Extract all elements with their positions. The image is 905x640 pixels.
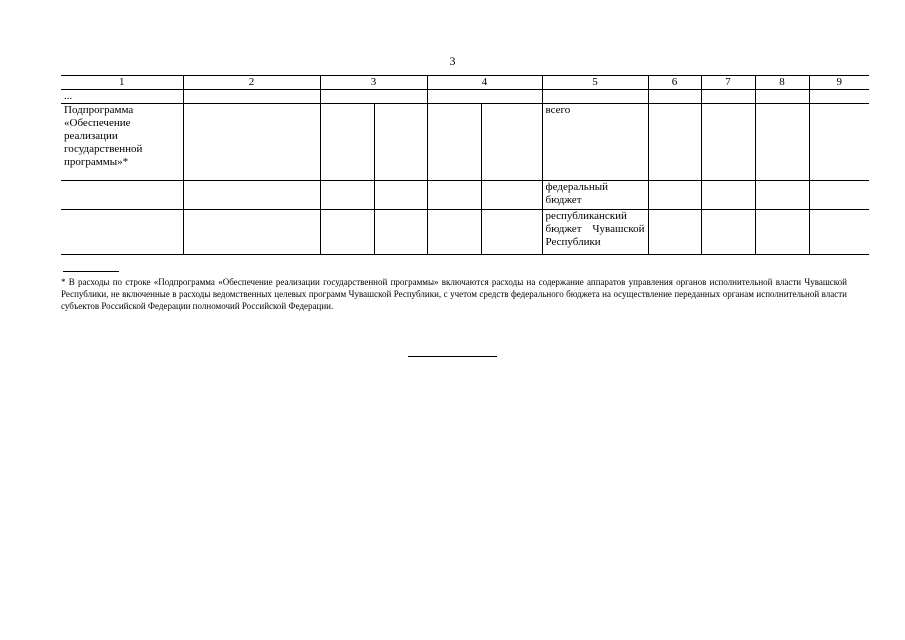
column-header: 6 [648,76,701,90]
footnote-separator [63,271,119,272]
column-header: 3 [320,76,427,90]
end-separator [408,356,497,357]
ellipsis-cell: ... [61,90,183,104]
table-row [61,210,869,255]
table-row [61,181,869,210]
source-cell: всего [542,104,648,181]
column-header: 2 [183,76,320,90]
column-header: 8 [755,76,809,90]
footnote-text: * В расходы по строке «Подпрограмма «Обеспечение реализации государственной программы» включаются расходы на содержание аппаратов управления органов исполнительной власти Чувашской Республики, не включенные в расходы ведомственных целевых программ Чувашской Республики, с учетом средств федерального бюджета на осуществление переданных органам исполнительной власти субъектов Российской Федерации полномочий Российской Федерации. [61,277,847,311]
table-row [61,90,869,104]
table-header-row [61,76,869,90]
budget-table [61,75,869,255]
source-cell: республиканский бюджет Чувашской Республики [542,210,648,255]
column-header: 5 [542,76,648,90]
table-row [61,104,869,181]
source-cell: федеральный бюджет [542,181,648,210]
column-header: 1 [61,76,183,90]
column-header: 4 [427,76,542,90]
column-header: 7 [701,76,755,90]
column-header: 9 [809,76,869,90]
page-number: 3 [449,54,456,68]
subprogram-label: Подпрограмма «Обеспечение реализации государственной программы»* [61,104,183,181]
